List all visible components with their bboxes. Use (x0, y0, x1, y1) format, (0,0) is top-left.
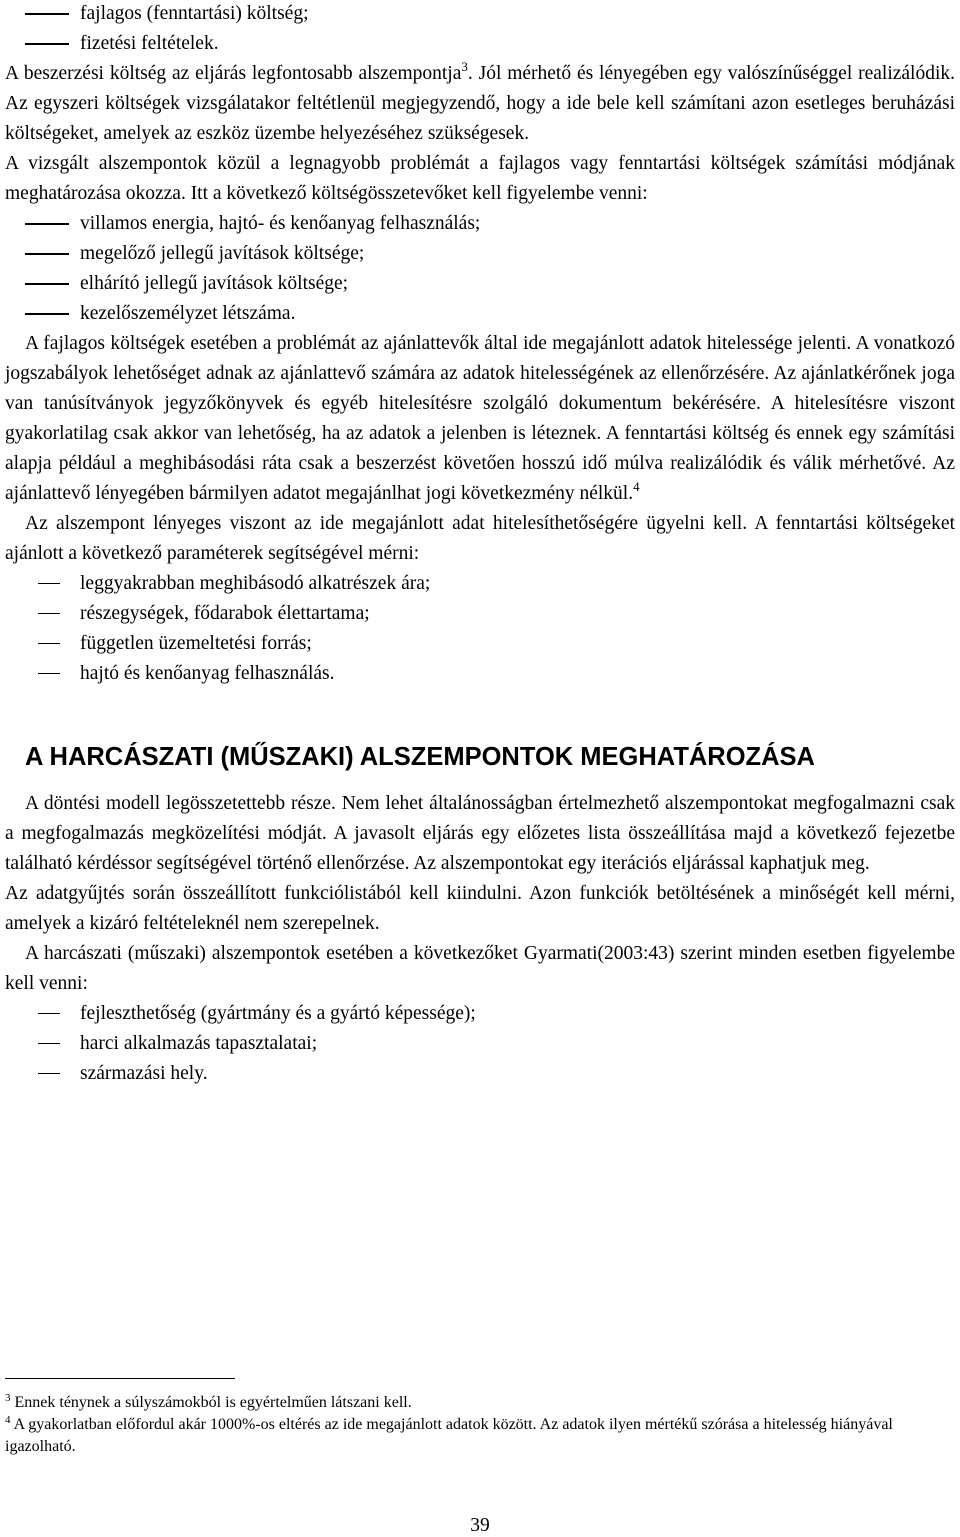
en-dash-icon (38, 673, 60, 674)
en-dash-icon (38, 1013, 60, 1014)
technical-criteria-list (5, 999, 955, 1089)
list-item: kezelőszemélyzet létszáma. (5, 299, 955, 329)
list-item: független üzemeltetési forrás; (5, 629, 955, 659)
paragraph-harcaszati-alszempontok: A harcászati (műszaki) alszempontok esetében a következőket Gyarmati(2003:43) szerint minden esetben figyelembe kell venni: (5, 943, 955, 994)
en-dash-icon (38, 1073, 60, 1074)
paragraph-dontesi-modell: A döntési modell legösszetettebb része. Nem lehet általánosságban értelmezhető alszempontokat megfogalmazni csak a megfogalmazás megközelítési módját. A javasolt eljárás egy előzetes lista összeállítása majd a következő fejezetbe található kérdéssor segítségével történő ellenőrzése. Az alszempontokat egy iterációs eljárással kaphatjuk meg. (5, 793, 955, 874)
em-dash-icon (25, 43, 69, 45)
top-list (5, 0, 955, 59)
en-dash-icon (38, 613, 60, 614)
paragraph-fajlagos-koltsegek: A fajlagos költségek esetében a problémát az ajánlattevők által ide megajánlott adatok hitelessége jelenti. A vonatkozó jogszabályok lehetőséget adnak az ajánlattevő számára az adatok hitelességének az ellenőrzésére. Az ajánlatkérőnek joga van tanúsítványok jegyzőkönyvek és egyéb hitelesítésre szolgáló dokumentum bekérésére. A hitelesítésre viszont gyakorlatilag csak akkor van lehetőség, ha az adatok a jelenben is léteznek. A fenntartási költség és ennek egy számítási alapja például a meghibásodási ráta csak a beszerzést követően hosszú idő múlva realizálódik és válik mérhetővé. Az ajánlattevő lényegében bármilyen adatot megajánlhat jogi következmény nélkül.$^4$ (5, 333, 955, 504)
en-dash-icon (38, 643, 60, 644)
parameter-list (5, 569, 955, 689)
footnote-ref-4[interactable]: 4 (633, 479, 640, 494)
list-item: hajtó és kenőanyag felhasználás. (5, 659, 955, 689)
list-item: származási hely. (5, 1059, 955, 1089)
cost-components-list (5, 209, 955, 329)
list-item: részegységek, fődarabok élettartama; (5, 599, 955, 629)
en-dash-icon (38, 1043, 60, 1044)
list-item: leggyakrabban meghibásodó alkatrészek ára; (5, 569, 955, 599)
paragraph-beszerzesi-koltseg: A beszerzési költség az eljárás legfontosabb alszempontja$^3$. Jól mérhető és lényegében egy valószínűséggel realizálódik. Az egyszeri költségek vizsgálatakor feltétlenül megjegyzendő, hogy a ide bele kell számítani azon esetleges beruházási költségeket, amelyek az eszköz üzembe helyezéséhez szükségesek. (5, 59, 956, 144)
footnote-3: $^3$ Ennek ténynek a súlyszámokból is egyértelműen látszani kell. (5, 1392, 412, 1411)
footnote-4: $^4$ A gyakorlatban előfordul akár 1000%-os eltérés az ide megajánlott adatok között. Az adatok ilyen mértékű szórása a hitelesség hiányával igazolható. (5, 1414, 893, 1455)
list-item: villamos energia, hajtó- és kenőanyag felhasználás; (5, 209, 955, 239)
list-item: harci alkalmazás tapasztalatai; (5, 1029, 955, 1059)
paragraph-alszempont-hitelesites: Az alszempont lényeges viszont az ide megajánlott adat hitelesíthetőségére ügyelni kell. A fenntartási költségeket ajánlott a következő paraméterek segítségével mérni: (5, 513, 955, 564)
footnote-separator (5, 1378, 235, 1379)
em-dash-icon (25, 223, 69, 225)
em-dash-icon (25, 313, 69, 315)
list-item: fizetési feltételek. (5, 29, 955, 59)
em-dash-icon (25, 283, 69, 285)
em-dash-icon (25, 253, 69, 255)
section-heading: A HARCÁSZATI (MŰSZAKI) ALSZEMPONTOK MEGHATÁROZÁSA (25, 743, 815, 771)
document-page (5, 0, 955, 1089)
footnote-ref-3[interactable]: 3 (461, 59, 468, 74)
footnotes (5, 1392, 955, 1458)
paragraph-alszempontok-problema: A vizsgált alszempontok közül a legnagyobb problémát a fajlagos vagy fenntartási költségek számítási módjának meghatározása okozza. Itt a következő költségösszetevőket kell figyelembe venni: (5, 153, 955, 204)
list-item: fajlagos (fenntartási) költség; (5, 0, 955, 29)
list-item: megelőző jellegű javítások költsége; (5, 239, 955, 269)
list-item: elhárító jellegű javítások költsége; (5, 269, 955, 299)
em-dash-icon (25, 13, 69, 15)
list-item: fejleszthetőség (gyártmány és a gyártó képessége); (5, 999, 955, 1029)
page-number: 39 (470, 1515, 490, 1536)
paragraph-adatgyujtes: Az adatgyűjtés során összeállított funkciólistából kell kiindulni. Azon funkciók betöltésének a minőségét kell mérni, amelyek a kizáró feltételeknél nem szerepelnek. (5, 883, 955, 934)
en-dash-icon (38, 583, 60, 584)
